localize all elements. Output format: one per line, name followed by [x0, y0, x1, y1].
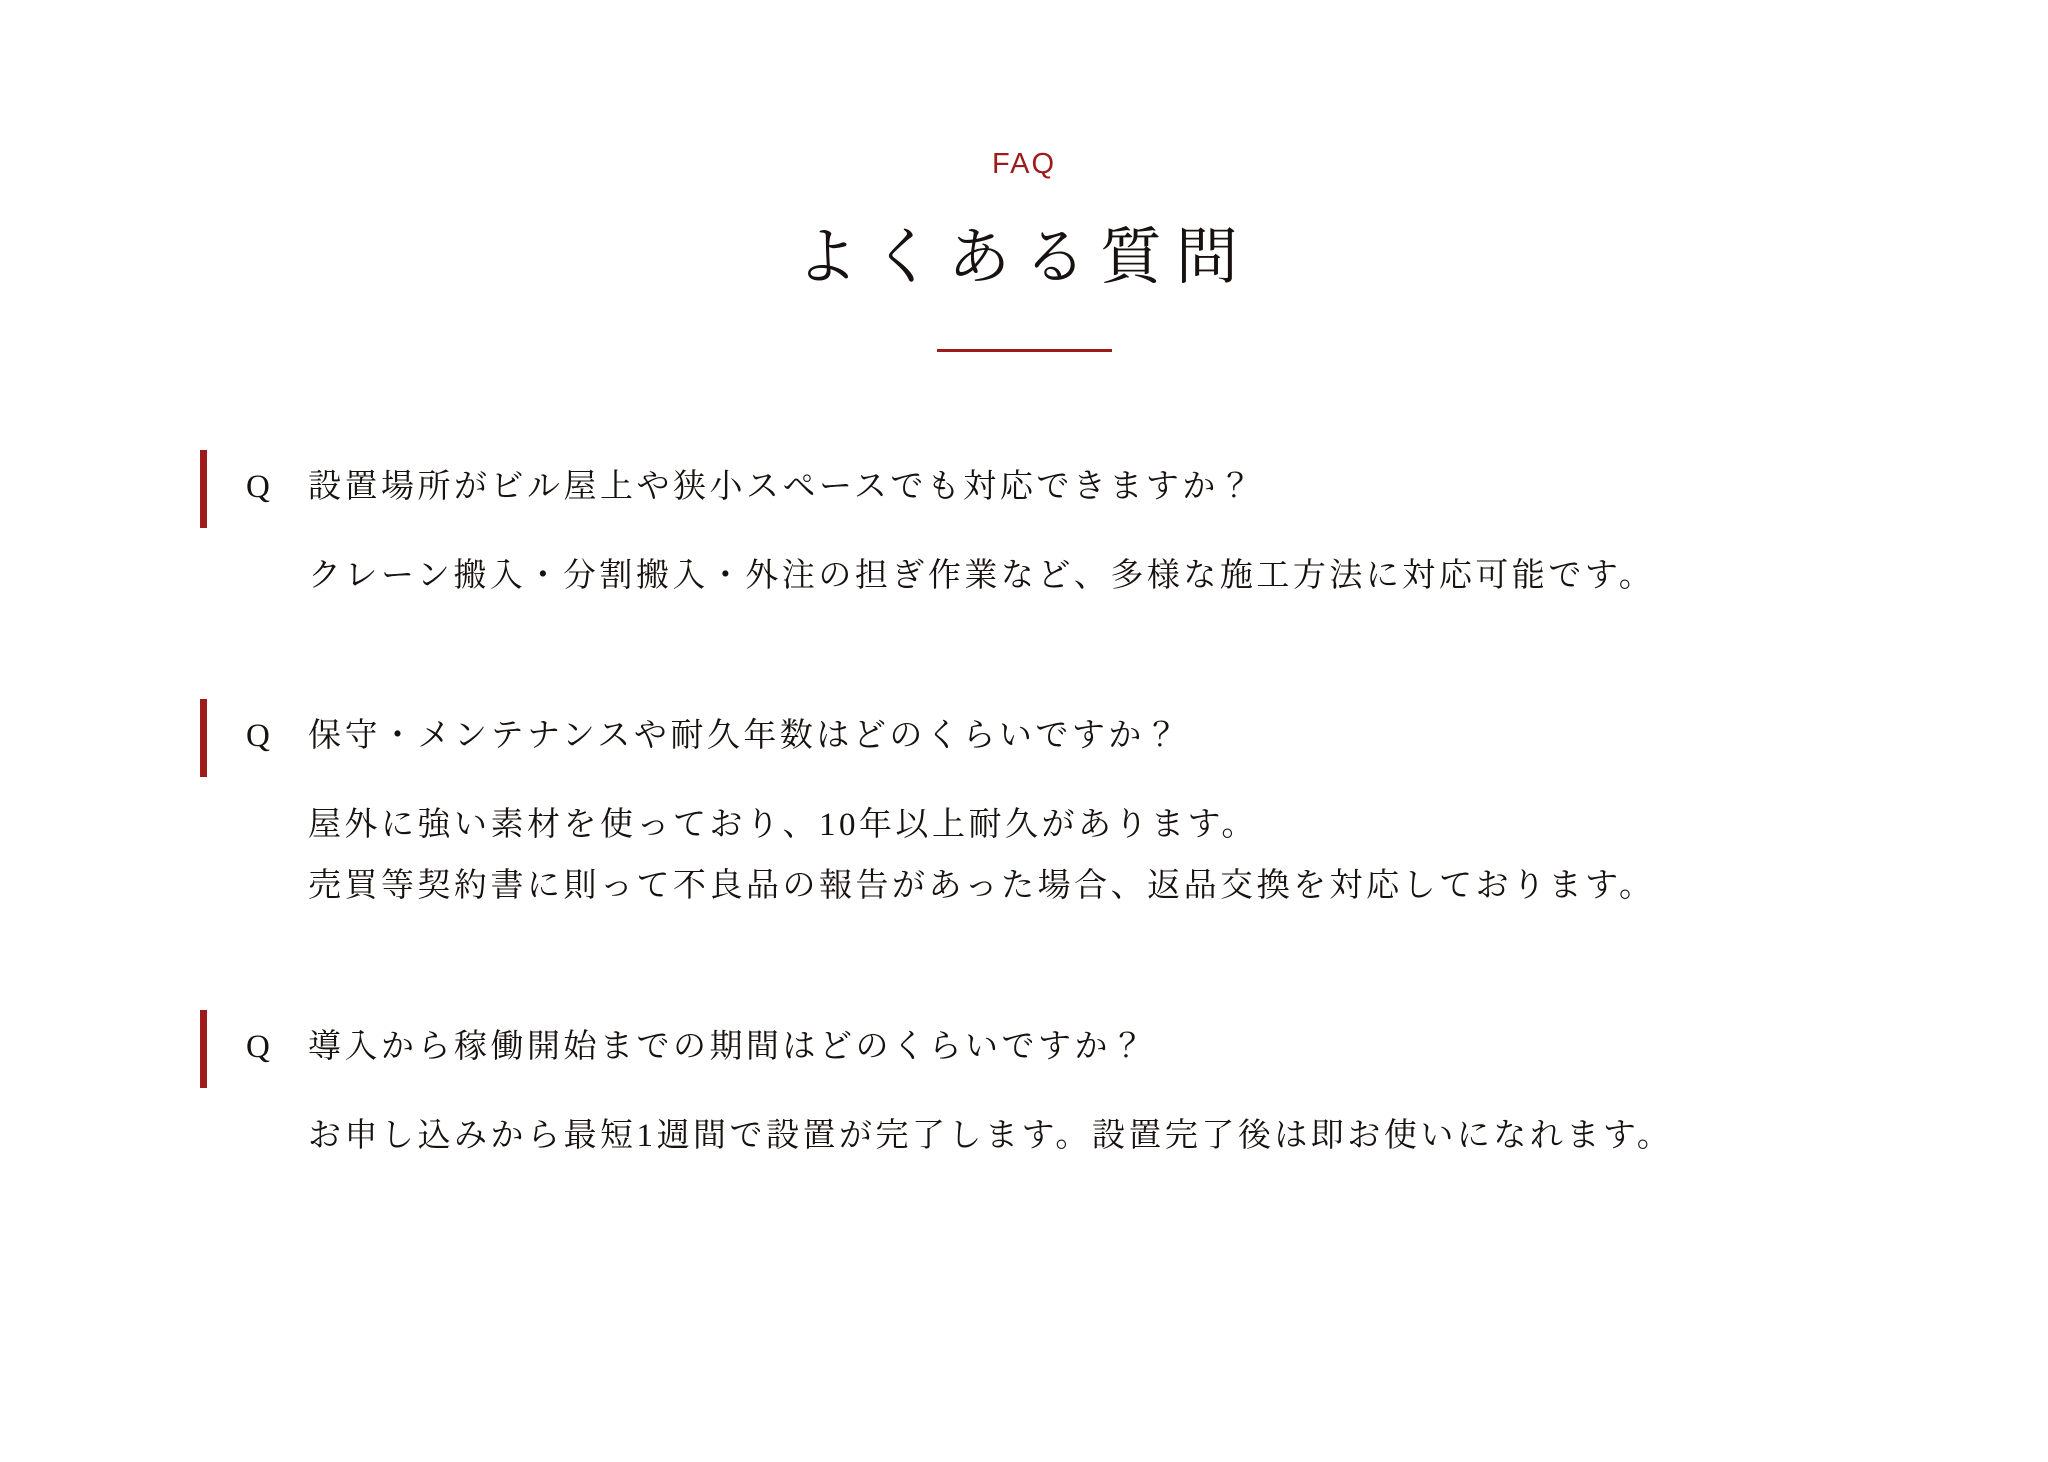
faq-question[interactable] [200, 697, 1928, 775]
question-text: 導入から稼働開始までの期間はどのくらいですか？ [308, 1028, 1148, 1065]
question-accent-bar [200, 1010, 207, 1088]
faq-item [200, 448, 1928, 607]
answer-line: 売買等契約書に則って不良品の報告があった場合、返品交換を対応しております。 [308, 868, 1656, 905]
answer-line: お申し込みから最短1週間で設置が完了します。設置完了後は即お使いになれます。 [308, 1117, 1674, 1154]
question-text: 設置場所がビル屋上や狭小スペースでも対応できますか？ [308, 469, 1256, 506]
question-marker: Q [246, 1028, 270, 1065]
title-divider [937, 349, 1112, 352]
answer-line: 屋外に強い素材を使っており、10年以上耐久があります。 [308, 807, 1258, 844]
question-accent-bar [200, 699, 207, 777]
faq-eyebrow-label: FAQ [991, 148, 1056, 180]
faq-header [0, 0, 2048, 352]
question-accent-bar [200, 450, 207, 528]
faq-item [200, 697, 1928, 917]
question-marker: Q [246, 469, 270, 506]
faq-question[interactable] [200, 1008, 1928, 1086]
faq-list [0, 448, 2048, 1166]
faq-answer [200, 1106, 1928, 1167]
faq-item [200, 1008, 1928, 1167]
question-text: 保守・メンテナンスや耐久年数はどのくらいですか？ [308, 718, 1182, 755]
answer-line: クレーン搬入・分割搬入・外注の担ぎ作業など、多様な施工方法に対応可能です。 [308, 558, 1656, 595]
faq-answer [200, 795, 1928, 917]
page-title: よくある質問 [795, 224, 1252, 292]
faq-answer [200, 546, 1928, 607]
faq-question[interactable] [200, 448, 1928, 526]
question-marker: Q [246, 718, 270, 755]
